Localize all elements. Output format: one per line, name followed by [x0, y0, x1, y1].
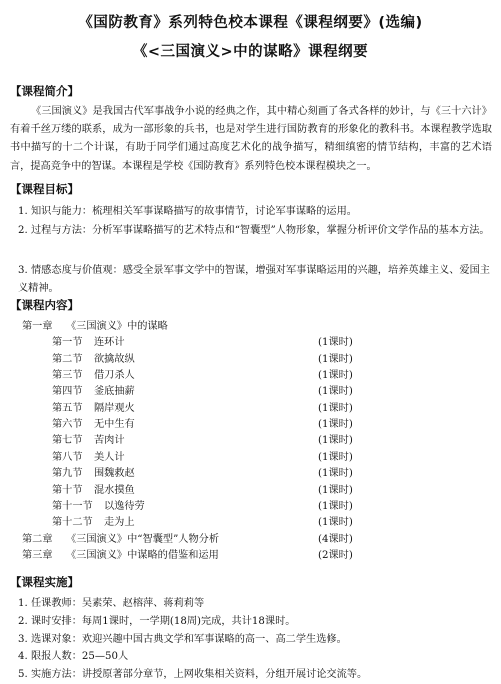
- chapter-row: [22, 319, 482, 335]
- row-hours: (4课时): [318, 533, 353, 545]
- section-row: [52, 417, 501, 433]
- row-label: 第十节: [52, 484, 83, 496]
- row-title: 《三国演义》中的谋略: [66, 321, 168, 332]
- row-title: 借刀杀人: [94, 370, 135, 382]
- row-title: 混水摸鱼: [94, 484, 135, 496]
- section-row: [52, 335, 501, 351]
- row-hours: (1课时): [318, 517, 353, 529]
- row-title: 《三国演义》中“智囊型”人物分析: [66, 533, 220, 545]
- section-row: [52, 368, 501, 384]
- row-title: 苦肉计: [94, 435, 125, 447]
- row-label: 第九节: [52, 468, 83, 480]
- row-label: 第四节: [52, 386, 83, 398]
- row-title: 走为上: [104, 517, 135, 529]
- row-hours: (1课时): [318, 337, 353, 349]
- section-heading-implementation: 【课程实施】: [10, 575, 79, 589]
- row-hours: (2课时): [318, 549, 353, 561]
- row-label: 第二节: [52, 353, 83, 365]
- section-heading-content: 【课程内容】: [10, 298, 79, 312]
- row-label: 第五节: [52, 402, 83, 414]
- section-row: [52, 384, 501, 400]
- row-title: 《三国演义》中谋略的借鉴和运用: [66, 549, 219, 561]
- section-heading-intro: 【课程简介】: [10, 84, 79, 98]
- section-heading-goals: 【课程目标】: [10, 182, 79, 196]
- row-hours: (1课时): [318, 402, 353, 414]
- row-label: 第一章: [22, 321, 53, 332]
- row-hours: (1课时): [318, 451, 353, 463]
- row-label: 第十一节: [52, 500, 93, 512]
- row-hours: (1课时): [318, 435, 353, 447]
- chapter-row: [22, 532, 482, 548]
- chapter-row: [22, 548, 482, 564]
- row-hours: (1课时): [318, 500, 353, 512]
- implementation-item: 2. 课时安排：每周1课时，一学期(18周)完成，共计18课时。: [18, 615, 296, 627]
- row-title: 欲擒故纵: [94, 353, 135, 365]
- section-row: [52, 499, 501, 515]
- implementation-item: 4. 限报人数：25—50人: [18, 651, 129, 663]
- row-label: 第三节: [52, 370, 83, 382]
- row-label: 第八节: [52, 451, 83, 463]
- section-row: [52, 352, 501, 368]
- goal-item: 1. 知识与能力：梳理相关军事谋略描写的故事情节，讨论军事谋略的运用。: [18, 206, 357, 217]
- row-title: 以逸待劳: [104, 500, 145, 512]
- implementation-item: 3. 选课对象：欢迎兴趣中国古典文学和军事谋略的高一、高二学生选修。: [18, 633, 347, 645]
- section-row: [52, 483, 501, 499]
- row-label: 第十二节: [52, 517, 93, 529]
- section-row: [52, 466, 501, 482]
- section-row: [52, 515, 501, 531]
- row-label: 第一节: [52, 337, 83, 349]
- row-hours: (1课时): [318, 468, 353, 480]
- row-label: 第六节: [52, 419, 83, 431]
- row-title: 釜底抽薪: [94, 386, 135, 398]
- goal-item: 2. 过程与方法：分析军事谋略描写的艺术特点和“智囊型”人物形象，掌握分析评价文学作品的基本方法。: [18, 225, 490, 236]
- row-hours: (1课时): [318, 370, 353, 382]
- row-label: 第七节: [52, 435, 83, 447]
- goal-item: 3. 情感态度与价值观：感受全景军事文学中的智谋，增强对军事谋略运用的兴趣，培养英雄主义、爱国主义精神。: [18, 265, 490, 295]
- row-title: 无中生有: [94, 419, 135, 431]
- row-title: 美人计: [94, 451, 125, 463]
- row-hours: (1课时): [318, 353, 353, 365]
- implementation-item: 1. 任课教师：吴素荣、赵榕萍、蒋莉莉等: [18, 598, 205, 609]
- row-title: 隔岸观火: [94, 402, 135, 414]
- row-title: 连环计: [94, 337, 125, 349]
- intro-paragraph: 《三国演义》是我国古代军事战争小说的经典之作，其中精心刻画了各式各样的妙计，与《三十六计》有着千丝万缕的联系，成为一部形象的兵书，也是对学生进行国防教育的形象化的教科书。本课程教学选取书中描写的十二个计谋，有助于同学们通过高度艺术化的战争描写，精细缜密的情节结构，丰富的艺术语言，提高竞争中的智谋。本课程是学校《国防教育》系列特色校本课程模块之一。: [10, 106, 492, 172]
- section-row: [52, 433, 501, 449]
- document-title: 《国防教育》系列特色校本课程《课程纲要》(选编): [78, 15, 423, 31]
- row-hours: (1课时): [318, 419, 353, 431]
- implementation-item: 5. 实施方法：讲授原著部分章节，上网收集相关资料，分组开展讨论交流等。: [18, 669, 368, 681]
- section-row: [52, 401, 501, 417]
- row-hours: (1课时): [318, 386, 353, 398]
- row-label: 第三章: [22, 549, 53, 561]
- row-hours: (1课时): [318, 484, 353, 496]
- row-title: 围魏救赵: [94, 468, 135, 480]
- row-label: 第二章: [22, 533, 53, 545]
- section-row: [52, 450, 501, 466]
- document-subtitle: 《<三国演义>中的谋略》课程纲要: [132, 44, 369, 60]
